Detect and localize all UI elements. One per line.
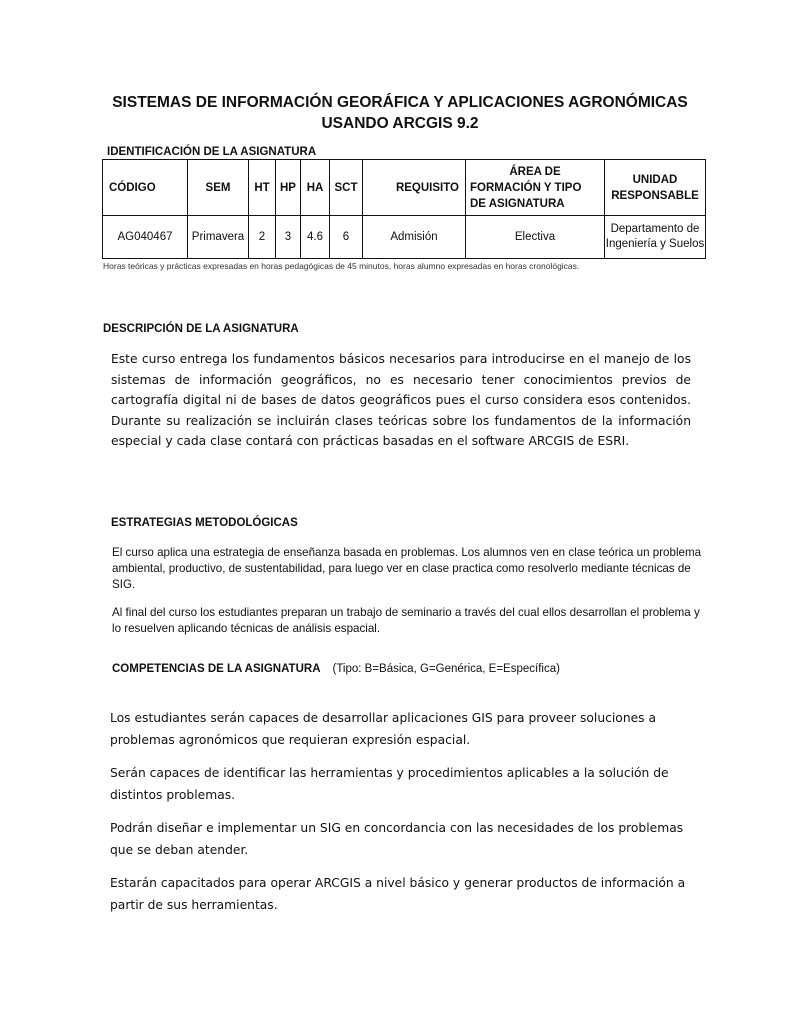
competencias-tipo: (Tipo: B=Básica, G=Genérica, E=Específica) <box>332 663 560 675</box>
descripcion-text: Este curso entrega los fundamentos básicos necesarios para introducirse en el manejo de los sistemas de información geográficos, no es necesario tener conocimientos previos de cartografía digital ni de bases de datos geográficos pues el curso considera esos contenidos. Durante su realización se incluirán clases teóricas sobre los fundamentos de la información especial y cada clase contará con prácticas basadas en el software ARCGIS de ESRI. <box>111 352 691 448</box>
header-requisito: REQUISITO <box>363 160 466 216</box>
header-ht: HT <box>249 160 276 216</box>
cell-codigo: AG040467 <box>103 216 188 259</box>
competencias-heading-line <box>112 663 560 675</box>
header-codigo: CÓDIGO <box>103 160 188 216</box>
identificacion-table <box>102 159 706 259</box>
estrategias-paragraph-2: Al final del curso los estudiantes preparan un trabajo de seminario a través del cual ellos desarrollan el problema y lo resuelven aplicando técnicas de análisis espacial. <box>112 606 700 635</box>
competencia-item-3: Podrán diseñar e implementar un SIG en concordancia con las necesidades de los problemas que se deban atender. <box>110 821 684 857</box>
competencias-heading: COMPETENCIAS DE LA ASIGNATURA <box>112 663 321 675</box>
cell-requisito: Admisión <box>363 216 466 259</box>
document-title <box>60 92 740 134</box>
cell-area: Electiva <box>466 216 605 259</box>
estrategias-paragraph-1: El curso aplica una estrategia de enseñanza basada en problemas. Los alumnos ven en clase teórica un problema ambiental, productivo, de sustentabilidad, para luego ver en clase practica como resolverlo mediante técnicas de SIG. <box>112 546 702 591</box>
cell-hp: 3 <box>276 216 301 259</box>
competencia-item-1: Los estudiantes serán capaces de desarrollar aplicaciones GIS para proveer soluciones a problemas agronómicos que requieran expresión espacial. <box>110 711 657 747</box>
competencia-item-4: Estarán capacitados para operar ARCGIS a nivel básico y generar productos de información a partir de sus herramientas. <box>110 876 686 912</box>
header-sct: SCT <box>330 160 363 216</box>
estrategias-heading: ESTRATEGIAS METODOLÓGICAS <box>111 517 298 529</box>
descripcion-heading: DESCRIPCIÓN DE LA ASIGNATURA <box>103 323 299 335</box>
title-line-1: SISTEMAS DE INFORMACIÓN GEORÁFICA Y APLICACIONES AGRONÓMICAS <box>112 94 688 111</box>
table-header-row <box>103 160 706 216</box>
cell-ht: 2 <box>249 216 276 259</box>
header-hp: HP <box>276 160 301 216</box>
table-row <box>103 216 706 259</box>
title-line-2: USANDO ARCGIS 9.2 <box>321 115 479 132</box>
cell-unidad: Departamento de Ingeniería y Suelos <box>605 216 706 259</box>
table-footnote: Horas teóricas y prácticas expresadas en horas pedagógicas de 45 minutos, horas alumno expresadas en horas cronológicas. <box>103 261 580 271</box>
identificacion-heading: IDENTIFICACIÓN DE LA ASIGNATURA <box>107 146 317 158</box>
header-sem: SEM <box>188 160 249 216</box>
cell-sem: Primavera <box>188 216 249 259</box>
competencia-item-2: Serán capaces de identificar las herramientas y procedimientos aplicables a la solución de distintos problemas. <box>110 766 669 802</box>
header-unidad: UNIDAD RESPONSABLE <box>605 160 706 216</box>
cell-sct: 6 <box>330 216 363 259</box>
header-area: ÁREA DE FORMACIÓN Y TIPO DE ASIGNATURA <box>466 160 605 216</box>
cell-ha: 4.6 <box>301 216 330 259</box>
header-ha: HA <box>301 160 330 216</box>
